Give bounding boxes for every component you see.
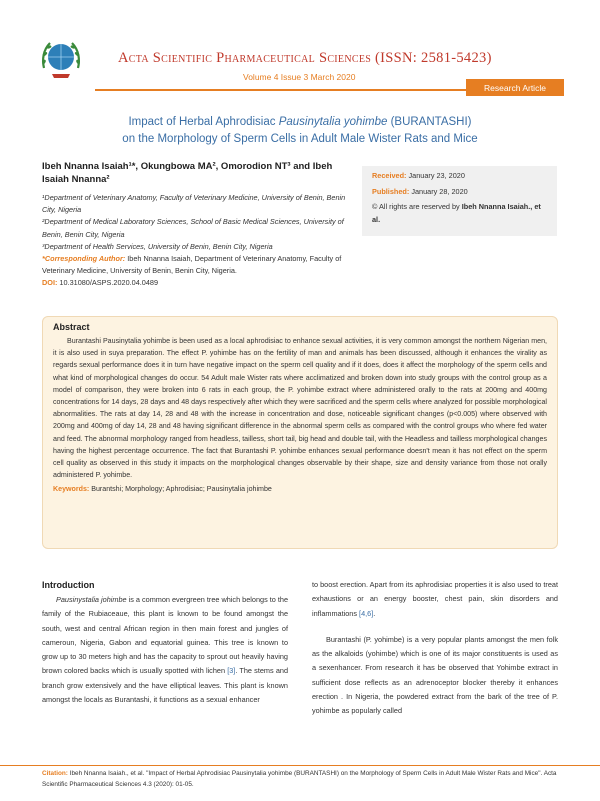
abstract-text: Burantashi Pausinytalia yohimbe is been used as a local aphrodisiac to enhance sexual activities, it is very common amongst the northern Nigerian men, it is also used in suya preparation. The effect P. yohimbe has on the fertility of man and animals has been discussed, although it enhances the virality as regards sexual performance does it in turn have negative impact on the sperm cell quality and if it does, does it affect the morphology of the sperm cells and what kind of morphological changes do occur. 54 Adult male Wister rats where acclimatized and broken down into study groups with the control group as a model of comparison, they were broken into 6 rats in each group, the P. yohimbe extract where administered orally to the rats at 200mg and 400mg concentrations for 14 days, 28 days and 48 days respectively after which they were sacrificed and the sperm cells where analyzed for possible morphological abnormalities. The rats at day 14, 28 and 48 with the increase in concentration and dose, noticeable significant changes (p<0.005) where observed with 200mg and 400mg of day 14, 28 and 48 having significant difference in the abnormal sperm cells as compared with the control groups who where fed water and feed. The abnormal morphology ranged from headless, tailless, short tail, big head and double tail, with the Headless and tailless morphological changes having the highest percentage occurrence. The fact that Burantashi P. yohimbe enhances sexual performance doesn't mean it has not effect on the sperm cell quality as observed in this study it impacts on the morphological changes observable by their shape, size and density variance from those not orally administered P. yohimbe. — [53, 337, 547, 480]
affiliation-text: ³Department of Health Services, University of Benin, Benin City, Nigeria — [42, 241, 273, 251]
published-label: Published: — [372, 186, 410, 196]
title-line-2: on the Morphology of Sperm Cells in Adult Male Wister Rats and Mice — [122, 133, 478, 145]
footer-divider — [0, 765, 600, 766]
published-date — [372, 186, 549, 199]
citation-footer — [42, 768, 562, 790]
journal-logo — [38, 34, 84, 80]
doi-link[interactable]: 10.31080/ASPS.2020.04.0489 — [57, 278, 159, 288]
copyright-holder: Ibeh Nnanna Isaiah., et al. — [372, 202, 541, 224]
citation-link[interactable]: [3] — [227, 666, 236, 676]
intro-text: is a common evergreen tree which belongs to the family of the Rubiaceaue, this plant is known to be found amongst the south, west and central African region in then main forest and jungles of cameroun, Nigeria, Gabon and equatorial guinea. This tree is known to grow up to 30 meters high and has the capacity to sprout out heavily having brown colored backs which is usually spotted with lichen — [42, 595, 289, 676]
abstract-heading: Abstract — [53, 322, 90, 332]
title-species: Pausinytalia yohimbe — [278, 116, 388, 128]
abstract-box — [42, 316, 558, 549]
introduction-heading: Introduction — [42, 580, 95, 590]
intro-text: to boost erection. Apart from its aphrodisiac properties it is also used to treat exhaustions or an energy booster, chest pain, skin disorders and inflammations — [312, 580, 558, 618]
intro-text: . The stems and branch grow extensively and the have elliptical leaves. This plant is known amongst the locals as Burantashi, it functions as a sexual enhancer — [42, 666, 289, 705]
intro-paragraph — [42, 593, 288, 707]
citation-label: Citation: — [42, 770, 68, 777]
affiliation-text: ¹Department of Veterinary Anatomy, Faculty of Veterinary Medicine, University of Benin, Benin City, Nigeria — [42, 193, 346, 215]
author-list: Ibeh Nnanna Isaiah¹*, Okungbowa MA², Omorodion NT³ and Ibeh Isaiah Nnanna² — [42, 161, 333, 185]
affiliations — [42, 192, 347, 290]
corresponding-label: *Corresponding Author: — [42, 254, 126, 264]
received-label: Received: — [372, 171, 407, 180]
intro-species: Pausinystalia johimbe — [56, 595, 127, 604]
article-title — [50, 114, 550, 148]
keywords — [53, 483, 547, 495]
article-type-badge: Research Article — [466, 79, 564, 96]
title-part: Impact of Herbal Aphrodisiac — [128, 116, 279, 128]
affiliation-item — [42, 192, 347, 216]
doi — [42, 277, 347, 289]
doi-label: DOI: — [42, 278, 58, 288]
corresponding-text: Ibeh Nnanna Isaiah, Department of Veterinary Anatomy, Faculty of Veterinary Medicine, University of Benin, Benin City, Nigeria. — [42, 254, 342, 276]
header-divider — [95, 89, 480, 91]
published-value: January 28, 2020 — [409, 186, 468, 196]
received-value: January 23, 2020 — [406, 171, 465, 180]
intro-text: . — [373, 608, 376, 618]
citation-link[interactable]: [4,6] — [359, 608, 374, 618]
title-part: (BURANTASHI) — [387, 116, 472, 128]
citation-text: Ibeh Nnanna Isaiah., et al. "Impact of Herbal Aphrodisiac Pausinytalia yohimbe (BURANTASHI) on the Morphology of Sperm Cells in Adult Male Wister Rats and Mice". Acta Scientific Pharmaceutical Sciences 4.3 (2020): 01-05. — [42, 770, 557, 788]
intro-paragraph: Burantashi (P. yohimbe) is a very popular plants amongst the men folk as the alkaloids (yohimbe) which is one of its major constituents is used as a sexenhancer. From research it has be observed that Yohimbe extract in sufficient dose reflects as an adrenoceptor blocker thereby it enhances erection . In Nigeria, the powdered extract from the bark of the tree of P. yohimbe as popularly called — [312, 634, 558, 716]
affiliation-item — [42, 241, 347, 253]
keywords-list: Burantshi; Morphology; Aphrodisiac; Pausinytalia johimbe — [89, 485, 272, 494]
journal-issue: Volume 4 Issue 3 March 2020 — [243, 72, 356, 82]
affiliation-text: ²Department of Medical Laboratory Sciences, School of Basic Medical Sciences, University of Benin, Benin City, Nigeria — [42, 217, 344, 239]
journal-name: Acta Scientific Pharmaceutical Sciences (ISSN: 2581-5423) — [118, 50, 492, 66]
received-date — [372, 170, 549, 183]
copyright-text: © All rights are reserved by — [372, 202, 462, 211]
logo-ribbon-icon — [52, 74, 70, 78]
copyright — [372, 201, 549, 226]
keywords-label: Keywords: — [53, 485, 90, 494]
intro-column-right — [312, 578, 558, 719]
corresponding-author — [42, 253, 347, 277]
article-dates-box — [362, 166, 557, 236]
intro-column-left — [42, 593, 288, 707]
intro-paragraph — [312, 578, 558, 621]
affiliation-item — [42, 216, 347, 240]
